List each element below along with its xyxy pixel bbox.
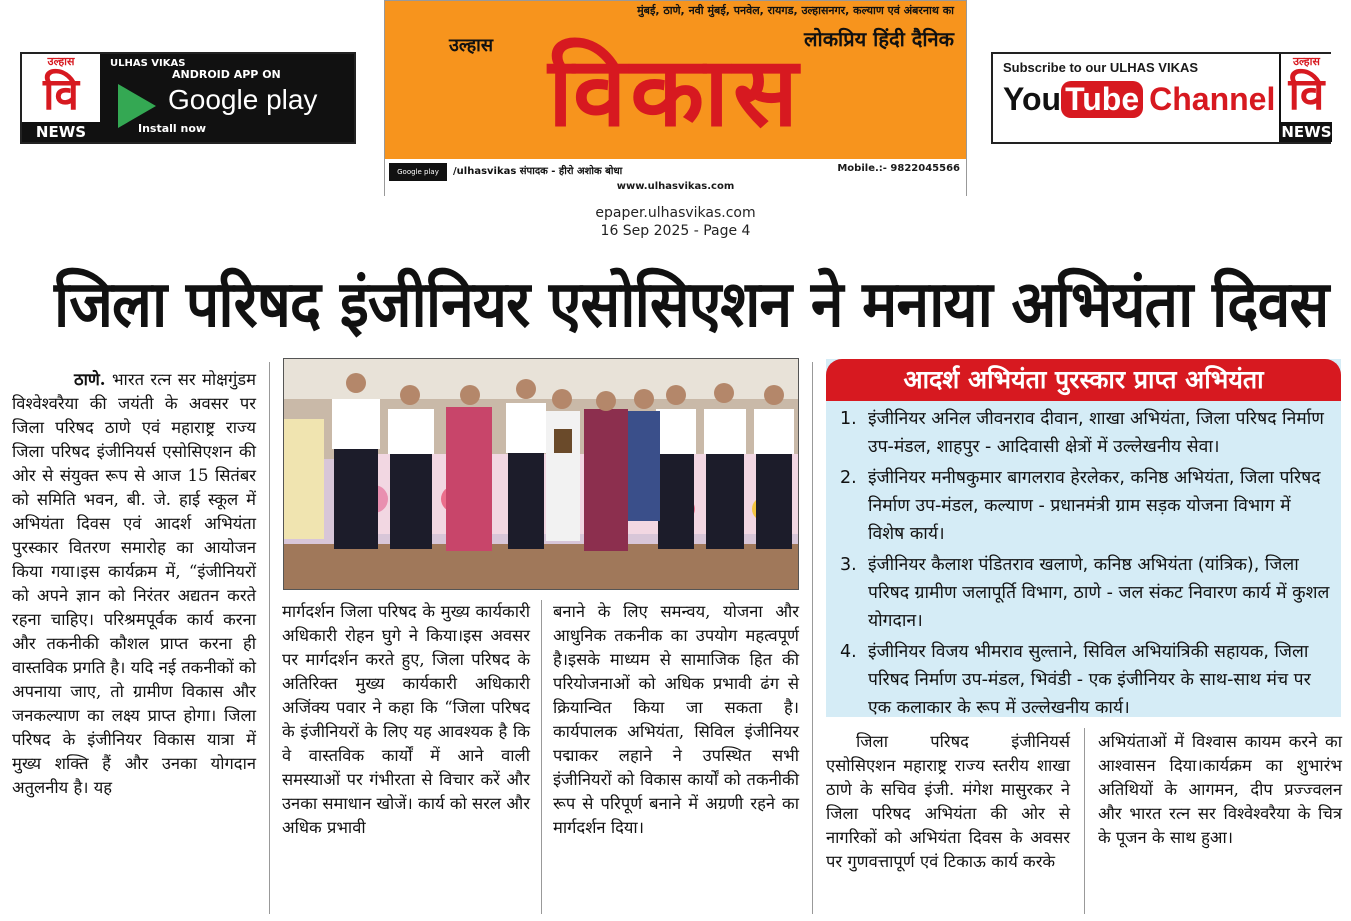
ulhas-vikas-news-logo-right	[1279, 54, 1331, 142]
column-rule	[812, 362, 813, 914]
social-handle: /ulhasvikas संपादक - हीरो अशोक बोधा	[453, 166, 623, 177]
article-column-5	[1098, 730, 1342, 850]
subscribe-label: Subscribe to our ULHAS VIKAS	[1003, 60, 1199, 75]
award-text: इंजीनियर मनीषकुमार बागलराव हेरलेकर, कनिष्ठ अभियंता, जिला परिषद निर्माण उप-मंडल, कल्याण - प्रधानमंत्री ग्राम सड़क योजना विभाग में विशेष कार्य।	[868, 468, 1321, 544]
mini-google-play-badge[interactable]: Google play	[389, 163, 447, 181]
youtube-promo[interactable]	[993, 54, 1279, 142]
masthead-cities: मुंबई, ठाणे, नवी मुंबई, पनवेल, रायगड, उल्हासनगर, कल्याण एवं अंबरनाथ का	[637, 4, 954, 17]
dateline: ठाणे.	[74, 370, 106, 389]
award-number: 3.	[840, 555, 857, 575]
event-photo	[283, 358, 799, 590]
award-text: इंजीनियर कैलाश पंडितराव खलाणे, कनिष्ठ अभियंता (यांत्रिक), जिला परिषद ग्रामीण जलापूर्ति विभाग, ठाणे - जल संकट निवारण कार्य में कुशल योगदान।	[868, 555, 1330, 631]
article-column-2	[282, 600, 530, 840]
column-rule	[541, 600, 542, 914]
award-recipients-box	[826, 359, 1341, 717]
masthead-info-bar	[385, 159, 966, 197]
logo-glyph: वि	[43, 69, 79, 120]
column-rule	[269, 362, 270, 914]
logo-news-label: NEWS	[22, 122, 100, 142]
award-list	[826, 401, 1341, 722]
youtube-channel-banner[interactable]	[991, 52, 1331, 144]
youtube-channel-row	[1003, 81, 1275, 118]
logo-prefix: उल्हास	[1292, 55, 1320, 68]
column-rule	[1084, 728, 1085, 914]
award-item	[840, 551, 1331, 635]
masthead-tagline: लोकप्रिय हिंदी दैनिक	[803, 27, 954, 51]
article-column-1	[12, 368, 256, 800]
logo-news-label: NEWS	[1281, 123, 1332, 141]
install-label: Install now	[138, 122, 207, 135]
column-3-text: बनाने के लिए समन्वय, योजना और आधुनिक तकनीक का उपयोग महत्वपूर्ण है।इसके माध्यम से सामाजिक हित की परियोजनाओं को अधिक प्रभावी ढंग से क्रियान्वित किया जा सकता है। कार्यपालक अभियंता, सिविल इंजीनियर पद्माकर लहाने ने उपस्थित सभी इंजीनियरों को विकास कार्यों को तकनीकी रूप से परिपूर्ण बनाने में अग्रणी रहने का मार्गदर्शन दिया।	[553, 602, 799, 837]
column-1-text: भारत रत्न सर मोक्षगुंडम विश्वेश्वरैया की जयंती के अवसर पर जिला परिषद ठाणे एवं महाराष्ट्र राज्य जिला परिषद इंजीनियर्स एसोसिएशन की ओर से संयुक्त रूप से आज 15 सितंबर को समिति भवन, बी. जे. हाई स्कूल में अभियंता दिवस एवं आदर्श अभियंता पुरस्कार वितरण समारोह का आयोजन किया गया।इस कार्यक्रम में, “इंजीनियरों को अपने ज्ञान को निरंतर अद्यतन करते रहना चाहिए। परिश्रमपूर्वक कार्य करना और तकनीकी कौशल प्राप्त करना ही वास्तविक प्रगति है। यदि नई तकनीकों को अपनाया जाए, तो ग्रामीण विकास और जनकल्याण का लक्ष्य प्राप्त होगा। जिला परिषद के इंजीनियर विकास यात्रा में मुख्य शक्ति हैं और उनका योगदान अतुलनीय है। यह	[12, 370, 257, 797]
youtube-you: You	[1003, 81, 1062, 117]
column-2-text: मार्गदर्शन जिला परिषद के मुख्य कार्यकारी अधिकारी रोहन घुगे ने किया।इस अवसर पर मार्गदर्शन करते हुए, जिला परिषद के अतिरिक्त मुख्य कार्यकारी अधिकारी अजिंक्य पवार ने कहा कि “जिला परिषद के इंजीनियरों के लिए यह आवश्यक है कि वे वास्तविक कार्यों में आने वाली समस्याओं पर गंभीरता से विचार करें और उनका समाधान खोजें। कार्य को सरल और अधिक प्रभावी	[282, 602, 530, 837]
award-number: 2.	[840, 468, 857, 488]
article-column-3	[553, 600, 799, 840]
award-text: इंजीनियर विजय भीमराव सुल्ताने, सिविल अभियांत्रिकी सहायक, जिला परिषद निर्माण उप-मंडल, भिवंडी - एक इंजीनियर के साथ-साथ मंच पर एक कलाकार के रूप में उल्लेखनीय कार्य।	[868, 642, 1311, 718]
edition-info	[0, 204, 1351, 240]
google-play-badge[interactable]	[102, 54, 354, 142]
column-5-text: अभियंताओं में विश्वास कायम करने का आश्वासन दिया।कार्यक्रम का शुभारंभ अतिथियों के आगमन, दीप प्रज्ज्वलन और भारत रत्न सर विश्वेश्वरैया के चित्र के पूजन के साथ हुआ।	[1098, 732, 1342, 847]
mobile-number: Mobile.:- 9822045566	[837, 163, 960, 174]
promo-brand: ULHAS VIKAS	[110, 58, 186, 69]
youtube-tube: Tube	[1061, 81, 1143, 118]
epaper-site[interactable]: epaper.ulhasvikas.com	[595, 205, 756, 221]
ulhas-vikas-news-logo	[22, 54, 102, 142]
award-item	[840, 464, 1331, 548]
award-item	[840, 405, 1331, 461]
store-name: Google play	[168, 84, 318, 115]
edition-date-page: 16 Sep 2025 - Page 4	[600, 223, 751, 239]
award-item	[840, 638, 1331, 722]
android-app-banner[interactable]	[20, 52, 356, 144]
award-box-title: आदर्श अभियंता पुरस्कार प्राप्त अभियंता	[826, 359, 1341, 401]
column-4-text: जिला परिषद इंजीनियर्स एसोसिएशन महाराष्ट्र राज्य स्तरीय शाखा ठाणे के सचिव इंजी. मंगेश मासुरकर ने जिला परिषद अभियंता की ओर से नागरिकों को अभियंता दिवस के अवसर पर गुणवत्तापूर्ण एवं टिकाऊ कार्य करके	[826, 732, 1070, 871]
logo-prefix: उल्हास	[47, 55, 75, 68]
event-photo-illustration	[284, 359, 799, 590]
award-number: 4.	[840, 642, 857, 662]
website-link[interactable]: www.ulhasvikas.com	[616, 181, 735, 192]
award-number: 1.	[840, 409, 857, 429]
masthead-prefix: उल्हास	[449, 35, 494, 56]
android-label: ANDROID APP ON	[172, 68, 281, 81]
logo-glyph: वि	[1288, 69, 1325, 120]
award-text: इंजीनियर अनिल जीवनराव दीवान, शाखा अभियंता, जिला परिषद निर्माण उप-मंडल, शाहपुर - आदिवासी क्षेत्रों में उल्लेखनीय सेवा।	[868, 409, 1324, 457]
masthead-title: विकास	[548, 36, 802, 148]
youtube-channel-label: Channel	[1149, 81, 1276, 117]
article-column-4	[826, 730, 1070, 874]
masthead	[384, 0, 967, 196]
article-headline: जिला परिषद इंजीनियर एसोसिएशन ने मनाया अभियंता दिवस	[54, 268, 1329, 342]
